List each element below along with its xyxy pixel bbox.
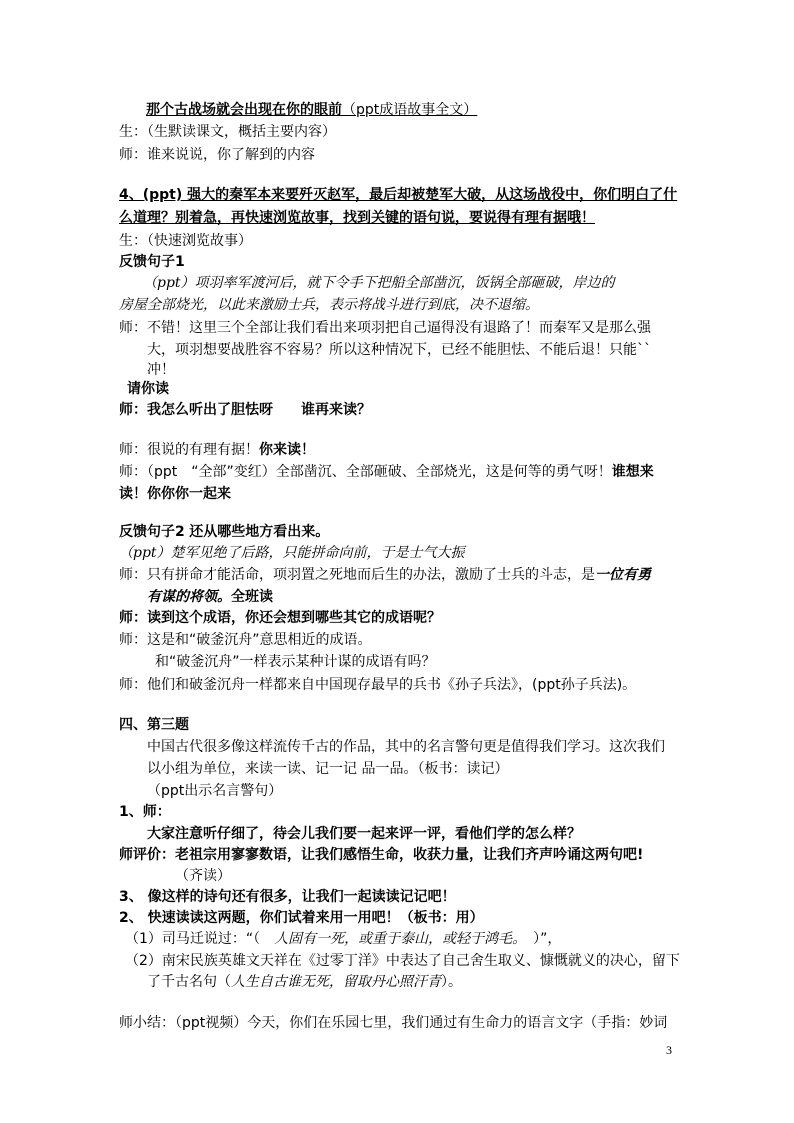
quote-line: （ppt）楚军见绝了后路，只能拼命向前，于是士气大振 [119,545,465,561]
text-span: 师：很说的有理有据！ [119,442,259,458]
emphasis-text: 那个古战场就会出现在你的眼前 [146,102,342,118]
quote-line: （ppt）项羽率军渡河后，就下令手下把船全部凿沉，饭锅全部砸破，岸边的 [143,275,615,291]
text-line [119,565,651,585]
text-line [125,929,561,949]
text-line: 师评价：老祖宗用寥寥数语，让我们感悟生命，收获力量，让我们齐声吟诵这两句吧! [119,847,644,863]
text-line: （2）南宋民族英雄文天祥在《过零丁洋》中表达了自己舍生取义、慷慨就义的决心，留下 [125,953,680,969]
text-span: 还从哪些地方看出来。 [189,524,330,540]
text-line: 师小结：（ppt视频）今天，你们在乐园七里，我们通过有生命力的语言文字（手指：妙词 [119,1015,668,1031]
text-line: 2、 快速读读这两题，你们试着来用一用吧！（板书：用） [119,910,484,926]
text-span: 师：只有拼命才能活命，项羽置之死地而后生的办法，激励了士兵的斗志，是 [119,567,595,583]
text-span: 了千古名句（ [147,974,231,990]
text-line: 师：他们和破釜沉舟一样都来自中国现存最早的兵书《孙子兵法》，(ppt孙子兵法)。 [119,677,637,693]
section-label [119,522,329,542]
text-line: 生：（生默读课文，概括主要内容） [119,124,336,140]
text-span: 有谋的将领。 [147,589,231,605]
text-line [146,100,477,120]
text-line: 读！你你你一起来 [119,486,231,502]
section-heading: 四、第三题 [119,717,189,733]
text-line: 大家注意听仔细了，待会儿我们要一起来评一评，看他们学的怎么样？ [147,826,581,842]
text-span: 谁想来 [611,464,654,480]
text-span: 全班读 [231,589,273,605]
text-span: （1）司马迁说过：“（ [125,931,275,947]
text-line: 大，项羽想要战胜容不容易？所以这种情况下，已经不能胆怯、不能后退！只能`` [147,342,651,358]
text-line: 3、 像这样的诗句还有很多，让我们一起读读记记吧！ [119,889,456,905]
text-line: （齐读） [175,868,231,884]
text-line [119,462,654,482]
text-span: 谁再来读？ [301,402,371,418]
text-line: 师：这是和“破釜沉舟”意思相近的成语。 [119,632,372,648]
text-span: 师：（ppt “全部”变红）全部凿沉、全部砸破、全部烧光，这是何等的勇气呀！ [119,464,612,480]
text-line: 冲！ [147,362,175,378]
text-line: 中国古代很多像这样流传千古的作品，其中的名言警句更是值得我们学习。这次我们 [147,739,665,755]
text-span: 你来读！ [259,442,315,458]
text-line: 1、师： [119,804,171,820]
question-heading-cont: 么道理？别着急，再快速浏览故事，找到关键的语句说，要说得有理有据哦！ [119,210,595,226]
question-heading: 4、(ppt) 强大的秦军本来要歼灭赵军，最后却被楚军大破，从这场战役中，你们明白了什 [119,187,678,203]
text-span: ）。 [441,974,462,990]
text-span: ）”， [519,931,562,947]
text-span: 人固有一死，或重于泰山，或轻于鸿毛。 [274,931,520,947]
text-line: （ppt出示名言警句） [147,783,283,799]
quote-line: 房屋全部烧光，以此来激励士兵，表示将战斗进行到底，决不退缩。 [119,297,539,313]
ppt-note: （ppt成语故事全文） [342,102,478,118]
text-span: 反馈句子2 [119,524,185,540]
text-line: 请你读 [127,381,169,397]
page-number: 3 [666,1043,672,1057]
text-line [147,972,462,992]
text-line [119,440,315,460]
text-line [147,587,273,607]
text-span: 师：我怎么听出了胆怯呀 [119,402,273,418]
text-line: 和“破釜沉舟”一样表示某种计谋的成语有吗？ [155,654,436,670]
text-line: 师：谁来说说，你了解到的内容 [119,147,315,163]
text-line: 生：（快速浏览故事） [119,233,252,249]
text-span: 一位有勇 [595,567,651,583]
text-line: 师：不错！这里三个全部让我们看出来项羽把自己逼得没有退路了！而秦军又是那么强 [119,320,651,336]
text-line: 以小组为单位，来读一读、记一记 品一品。（板书：读记） [147,761,509,777]
section-label: 反馈句子1 [119,254,185,270]
text-line: 师：读到这个成语，你还会想到哪些其它的成语呢？ [119,610,441,626]
text-line [119,400,371,420]
text-span: 人生自古谁无死，留取丹心照汗青 [231,974,441,990]
